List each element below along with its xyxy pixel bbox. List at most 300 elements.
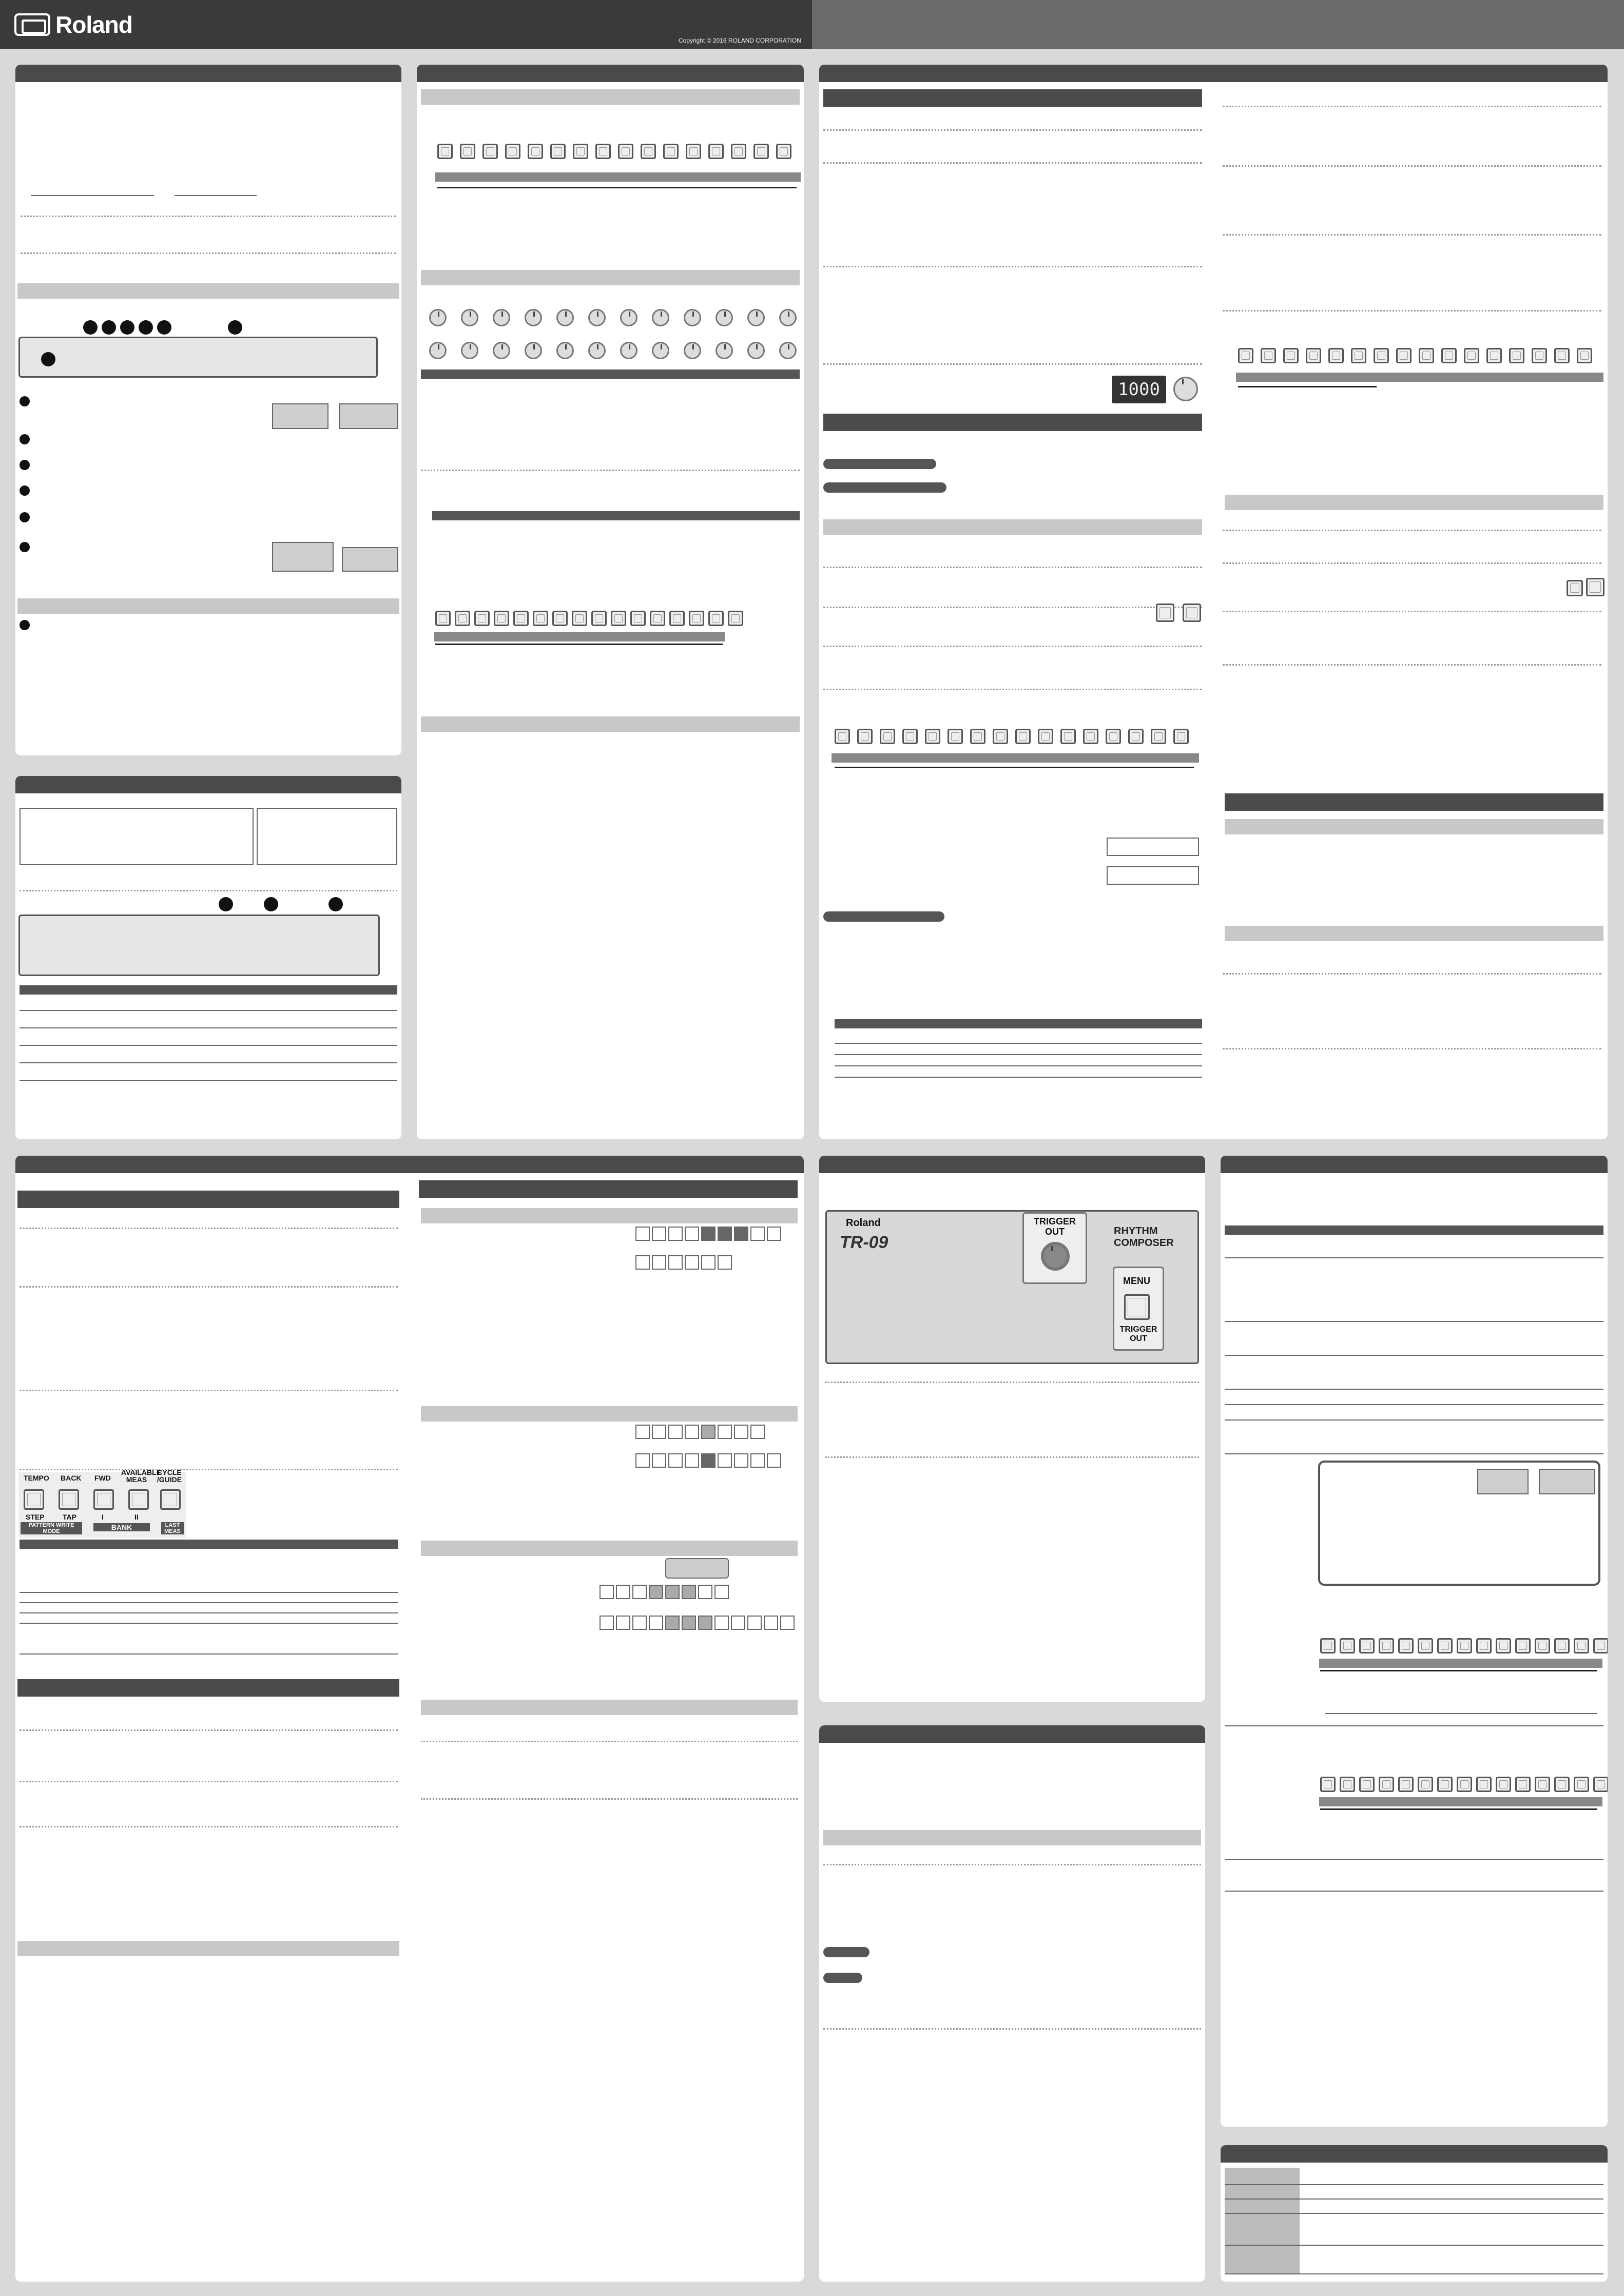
- panel-menu-parameters: [1221, 1156, 1608, 2127]
- knob-row-top: [429, 309, 797, 326]
- computer-connection-image: [1477, 1469, 1529, 1494]
- step-key[interactable]: [513, 611, 529, 626]
- step-key[interactable]: [1418, 1638, 1433, 1653]
- step-key[interactable]: [1359, 1638, 1375, 1653]
- bracket-marks: [437, 187, 797, 198]
- divider: [1223, 530, 1601, 531]
- callout-a: [219, 897, 233, 911]
- step-key[interactable]: [1535, 1777, 1550, 1792]
- divider: [20, 890, 397, 891]
- tempo-label: TEMPO: [24, 1474, 49, 1482]
- step-key[interactable]: [902, 729, 918, 744]
- knob[interactable]: [747, 309, 765, 326]
- tempo-display: 1000: [1112, 376, 1166, 403]
- step-key[interactable]: [573, 144, 588, 159]
- trigger-out-callout-label: TRIGGER OUT: [1033, 1216, 1076, 1237]
- table-line: [20, 1623, 398, 1624]
- step-key-row: [835, 729, 1189, 744]
- knob[interactable]: [461, 342, 478, 359]
- step-key[interactable]: [1261, 348, 1276, 363]
- section-bar: [421, 1541, 798, 1556]
- table-line: [835, 1054, 1202, 1055]
- table-line: [1225, 1725, 1603, 1726]
- divider: [823, 162, 1202, 164]
- step-key[interactable]: [1476, 1638, 1492, 1653]
- panel-pattern-write: [15, 1156, 804, 2282]
- step-key[interactable]: [776, 144, 791, 159]
- panel-instrument-editing: [417, 65, 804, 1139]
- step-key[interactable]: [1476, 1777, 1492, 1792]
- table-line: [835, 1065, 1202, 1066]
- step-grid-3: [635, 1425, 765, 1439]
- step-key[interactable]: [1486, 348, 1502, 363]
- underline: [31, 195, 154, 196]
- step-key[interactable]: [1351, 348, 1366, 363]
- step-key[interactable]: [1496, 1638, 1511, 1653]
- table-line: [20, 1045, 397, 1046]
- panel-header: [15, 1156, 804, 1173]
- computer-connection-image: [272, 403, 328, 429]
- section-bar: [421, 89, 800, 105]
- section-bar: [421, 1208, 798, 1223]
- step-key[interactable]: [1535, 1638, 1550, 1653]
- step-key[interactable]: [1038, 729, 1053, 744]
- section-bar: [421, 716, 800, 732]
- list-bullet: [20, 512, 30, 522]
- panel-header: [819, 1156, 1205, 1173]
- step-grid-2: [635, 1255, 732, 1270]
- table-line: [20, 1612, 398, 1613]
- divider: [1223, 310, 1601, 312]
- step-key[interactable]: [435, 611, 451, 626]
- fwd-button[interactable]: [93, 1489, 114, 1510]
- step-key[interactable]: [880, 729, 895, 744]
- table-line: [1225, 2245, 1603, 2246]
- table-line: [1225, 1419, 1603, 1421]
- step-key[interactable]: [1340, 1638, 1355, 1653]
- divider: [823, 266, 1202, 267]
- step-key[interactable]: [1398, 1777, 1414, 1792]
- panel-pattern-play: [819, 65, 1608, 1139]
- knob[interactable]: [747, 342, 765, 359]
- table-line: [20, 1602, 398, 1603]
- knob[interactable]: [525, 342, 542, 359]
- rear-panel-illustration: [18, 337, 378, 378]
- divider: [1223, 165, 1601, 167]
- divider: [1223, 562, 1601, 564]
- section-bar-dark: [17, 1679, 399, 1697]
- cycle-guide-label: CYCLE /GUIDE: [157, 1468, 182, 1484]
- back-button[interactable]: [1183, 604, 1201, 622]
- divider: [1223, 611, 1601, 612]
- top-banner: [0, 0, 1624, 49]
- table-header: [1225, 1225, 1603, 1235]
- step-key[interactable]: [474, 611, 490, 626]
- last-meas-label: LAST MEAS: [161, 1522, 184, 1534]
- step-key[interactable]: [970, 729, 985, 744]
- button-group-illustration: [18, 1468, 186, 1538]
- table-line: [835, 1077, 1202, 1078]
- instrument-label-bar: [434, 632, 725, 641]
- label-pill: [823, 911, 944, 922]
- knob[interactable]: [620, 309, 637, 326]
- step-key[interactable]: [1379, 1777, 1394, 1792]
- panel-play-modes: [15, 776, 401, 1139]
- step-key[interactable]: [1437, 1777, 1453, 1792]
- back-button[interactable]: [59, 1489, 79, 1510]
- step-key[interactable]: [689, 611, 704, 626]
- step-key[interactable]: [630, 611, 646, 626]
- knob[interactable]: [525, 309, 542, 326]
- divider: [1223, 106, 1601, 107]
- step-key[interactable]: [1083, 729, 1098, 744]
- step-key[interactable]: [835, 729, 850, 744]
- value-knob[interactable]: [1173, 377, 1198, 401]
- divider: [21, 252, 396, 254]
- section-bar: [1225, 819, 1603, 834]
- knob[interactable]: [556, 309, 574, 326]
- step-key[interactable]: [455, 611, 470, 626]
- step-key[interactable]: [437, 144, 453, 159]
- step-key[interactable]: [708, 144, 724, 159]
- step-key[interactable]: [1496, 1777, 1511, 1792]
- step-key[interactable]: [1418, 1777, 1433, 1792]
- divider: [825, 1456, 1199, 1458]
- instrument-label-bar: [1236, 373, 1603, 382]
- section-bar-dark: [823, 89, 1202, 107]
- step-key[interactable]: [1340, 1777, 1355, 1792]
- table-line: [1225, 1859, 1603, 1860]
- step-key-row: [1238, 348, 1592, 363]
- table-line: [1225, 1355, 1603, 1356]
- bank-label: BANK: [93, 1523, 150, 1531]
- callout-5: [139, 320, 153, 335]
- step-grid-6: [600, 1616, 795, 1630]
- bracket-marks: [835, 767, 1194, 778]
- section-bar: [17, 283, 399, 299]
- table-line: [1225, 1453, 1603, 1454]
- step-key[interactable]: [1532, 348, 1547, 363]
- divider: [20, 1390, 398, 1391]
- back-button[interactable]: [1586, 578, 1604, 596]
- tempo-button[interactable]: [24, 1489, 44, 1510]
- tempo-button[interactable]: [1156, 604, 1174, 622]
- callout-1: [41, 352, 55, 366]
- step-key[interactable]: [1509, 348, 1524, 363]
- knob[interactable]: [588, 342, 606, 359]
- callout-4: [120, 320, 134, 335]
- bracket-marks: [1320, 1808, 1597, 1820]
- back-label: BACK: [61, 1474, 82, 1482]
- step-key[interactable]: [1554, 1777, 1570, 1792]
- step-key[interactable]: [1328, 348, 1344, 363]
- panel-getting-started: [15, 65, 401, 755]
- divider: [823, 689, 1202, 690]
- instrument-label-bar: [1319, 1797, 1602, 1806]
- step-key[interactable]: [618, 144, 633, 159]
- table-line: [1225, 1389, 1603, 1390]
- list-bullet: [20, 620, 30, 630]
- table-header: [835, 1019, 1202, 1028]
- step-key[interactable]: [550, 144, 566, 159]
- section-bar-dark: [17, 1191, 399, 1208]
- divider: [1223, 664, 1601, 666]
- knob[interactable]: [620, 342, 637, 359]
- table-line: [1225, 1257, 1603, 1258]
- roland-logo-mark-icon: [14, 13, 50, 36]
- knob[interactable]: [556, 342, 574, 359]
- step-key[interactable]: [1173, 729, 1189, 744]
- label-pill: [823, 482, 946, 493]
- front-panel-illustration: [18, 914, 380, 976]
- banner-right-shade: [812, 0, 1624, 49]
- label-pill: [823, 459, 936, 469]
- knob[interactable]: [716, 309, 733, 326]
- step-label: STEP: [26, 1513, 45, 1521]
- step-key[interactable]: [708, 611, 724, 626]
- knob[interactable]: [684, 342, 701, 359]
- knob[interactable]: [716, 342, 733, 359]
- step-grid-4: [635, 1453, 781, 1468]
- panel-trigger-out: [819, 1156, 1205, 1702]
- step-key[interactable]: [1398, 1638, 1414, 1653]
- menu-button[interactable]: [1124, 1294, 1150, 1320]
- callout-c: [328, 897, 343, 911]
- step-key[interactable]: [728, 611, 743, 626]
- table-line: [1225, 1321, 1603, 1322]
- section-bar-dark: [1225, 793, 1603, 811]
- step-key[interactable]: [460, 144, 475, 159]
- step-key[interactable]: [1128, 729, 1144, 744]
- step-key[interactable]: [1238, 348, 1253, 363]
- step-key-row: [1320, 1638, 1608, 1653]
- step-key[interactable]: [1593, 1638, 1608, 1653]
- divider: [421, 1798, 798, 1800]
- table-header: [421, 369, 800, 379]
- step-key[interactable]: [641, 144, 656, 159]
- bracket-marks: [435, 644, 723, 655]
- knob[interactable]: [652, 309, 669, 326]
- divider: [1223, 1048, 1601, 1049]
- callout-b: [264, 897, 278, 911]
- trigger-out-jack[interactable]: [1041, 1242, 1070, 1271]
- step-key[interactable]: [505, 144, 520, 159]
- step-key[interactable]: [1419, 348, 1434, 363]
- divider: [1223, 234, 1601, 236]
- bank-i-label: I: [102, 1513, 104, 1521]
- step-key-row: [1320, 1777, 1608, 1792]
- step-key[interactable]: [1457, 1777, 1472, 1792]
- cycle-guide-button[interactable]: [160, 1489, 181, 1510]
- sync-cable-image: [272, 542, 334, 572]
- divider: [21, 216, 396, 217]
- pattern-play-diagram: [20, 808, 254, 865]
- divider: [823, 129, 1202, 131]
- knob[interactable]: [652, 342, 669, 359]
- panel-header: [1221, 2145, 1608, 2163]
- underline: [175, 195, 257, 196]
- step-key[interactable]: [591, 611, 607, 626]
- step-key[interactable]: [552, 611, 568, 626]
- knob[interactable]: [429, 342, 447, 359]
- copy-source-block: [665, 1558, 729, 1579]
- step-key[interactable]: [1320, 1777, 1336, 1792]
- menu-callout-label: MENU: [1123, 1276, 1150, 1286]
- step-key[interactable]: [993, 729, 1008, 744]
- knob[interactable]: [779, 342, 797, 359]
- table-line: [1225, 2198, 1603, 2200]
- available-meas-button[interactable]: [128, 1489, 149, 1510]
- divider: [823, 607, 1202, 608]
- section-bar: [1225, 495, 1603, 510]
- section-bar: [421, 270, 800, 285]
- bracket-marks: [1320, 1670, 1597, 1681]
- list-bullet: [20, 460, 30, 470]
- step-grid-5: [600, 1585, 729, 1599]
- table-line: [1225, 1891, 1603, 1892]
- step-key[interactable]: [1464, 348, 1479, 363]
- step-key[interactable]: [1574, 1638, 1589, 1653]
- device-image: [342, 547, 398, 572]
- step-key[interactable]: [1441, 348, 1457, 363]
- device-image: [339, 403, 398, 429]
- section-bar: [17, 1941, 399, 1956]
- step-key[interactable]: [494, 611, 509, 626]
- knob[interactable]: [588, 309, 606, 326]
- bank-ii-label: II: [134, 1513, 139, 1521]
- step-key[interactable]: [528, 144, 543, 159]
- roland-logo-small: Roland: [846, 1217, 881, 1229]
- brand-name: Roland: [55, 11, 132, 38]
- table-line: [20, 1653, 398, 1655]
- knob[interactable]: [429, 309, 447, 326]
- panel-header: [15, 65, 401, 82]
- step-key[interactable]: [611, 611, 626, 626]
- section-bar: [1225, 926, 1603, 941]
- knob[interactable]: [779, 309, 797, 326]
- instrument-label-bar: [832, 753, 1199, 763]
- instrument-label-bar: [1319, 1659, 1602, 1668]
- step-key[interactable]: [1437, 1638, 1453, 1653]
- knob[interactable]: [493, 342, 510, 359]
- divider: [20, 1228, 398, 1229]
- step-key[interactable]: [731, 144, 746, 159]
- step-key[interactable]: [533, 611, 548, 626]
- divider: [20, 1286, 398, 1288]
- step-key[interactable]: [1283, 348, 1299, 363]
- table-line: [20, 1062, 397, 1063]
- step-key[interactable]: [669, 611, 685, 626]
- step-key[interactable]: [925, 729, 940, 744]
- step-key-row: [435, 611, 743, 626]
- table-line: [1225, 2273, 1603, 2274]
- list-bullet: [20, 485, 30, 496]
- step-key[interactable]: [1359, 1777, 1375, 1792]
- section-bar: [823, 519, 1202, 535]
- step-key[interactable]: [1151, 729, 1166, 744]
- step-key[interactable]: [1106, 729, 1121, 744]
- divider: [421, 1741, 798, 1742]
- panel-header: [819, 1725, 1205, 1743]
- rhythm-composer-label: RHYTHM COMPOSER: [1114, 1225, 1174, 1249]
- step-key[interactable]: [1515, 1777, 1531, 1792]
- step-key[interactable]: [595, 144, 611, 159]
- table-line: [1225, 1404, 1603, 1405]
- step-key[interactable]: [1574, 1777, 1589, 1792]
- knob[interactable]: [493, 309, 510, 326]
- pattern-write-mode-label: PATTERN WRITE MODE: [21, 1522, 82, 1534]
- section-bar: [421, 1700, 798, 1715]
- panel-header: [417, 65, 804, 82]
- divider: [823, 2028, 1201, 2030]
- table-header: [20, 1540, 398, 1549]
- roland-logo: [14, 11, 132, 38]
- step-key[interactable]: [686, 144, 701, 159]
- step-key[interactable]: [482, 144, 498, 159]
- table-line: [20, 1010, 397, 1011]
- step-key[interactable]: [1577, 348, 1592, 363]
- step-key[interactable]: [1515, 1638, 1531, 1653]
- step-grid-1: [635, 1227, 781, 1241]
- trigger-play-diagram: [257, 808, 397, 865]
- instrument-label-bar: [435, 172, 801, 182]
- step-key[interactable]: [753, 144, 769, 159]
- table-header: [432, 511, 800, 520]
- panel-specifications: [1221, 2145, 1608, 2282]
- step-key[interactable]: [1554, 348, 1570, 363]
- step-key[interactable]: [1306, 348, 1321, 363]
- panel-header: [819, 65, 1608, 82]
- table-line: [20, 1592, 398, 1593]
- section-bar-dark: [823, 414, 1202, 431]
- tempo-button[interactable]: [1567, 580, 1583, 596]
- section-bar: [421, 1406, 798, 1422]
- knob[interactable]: [461, 309, 478, 326]
- step-key[interactable]: [948, 729, 963, 744]
- table-header: [20, 985, 397, 995]
- step-key[interactable]: [1060, 729, 1076, 744]
- section-bar: [823, 1830, 1201, 1845]
- step-key[interactable]: [663, 144, 679, 159]
- step-key[interactable]: [1320, 1638, 1336, 1653]
- step-key[interactable]: [857, 729, 873, 744]
- panel-utility: [819, 1725, 1205, 2282]
- step-key[interactable]: [650, 611, 665, 626]
- divider: [20, 1781, 398, 1782]
- step-key[interactable]: [572, 611, 587, 626]
- device-image: [1539, 1469, 1595, 1494]
- label-pill: [823, 1947, 869, 1957]
- table-line: [20, 1080, 397, 1081]
- section-bar: [17, 598, 399, 614]
- step-key[interactable]: [1015, 729, 1031, 744]
- step-key[interactable]: [1379, 1638, 1394, 1653]
- label-pill: [823, 1973, 862, 1983]
- step-key[interactable]: [1396, 348, 1412, 363]
- step-key[interactable]: [1554, 1638, 1570, 1653]
- step-key[interactable]: [1593, 1777, 1608, 1792]
- loop-diagram: [1107, 866, 1199, 885]
- knob[interactable]: [684, 309, 701, 326]
- available-meas-label: AVAILABLE MEAS: [121, 1468, 162, 1484]
- list-bullet: [20, 434, 30, 444]
- tap-label: TAP: [63, 1513, 76, 1521]
- divider: [825, 1382, 1199, 1383]
- copyright-text: Copyright © 2016 ROLAND CORPORATION: [679, 37, 801, 44]
- step-key[interactable]: [1374, 348, 1389, 363]
- model-name: TR-09: [840, 1233, 888, 1252]
- step-key[interactable]: [1457, 1638, 1472, 1653]
